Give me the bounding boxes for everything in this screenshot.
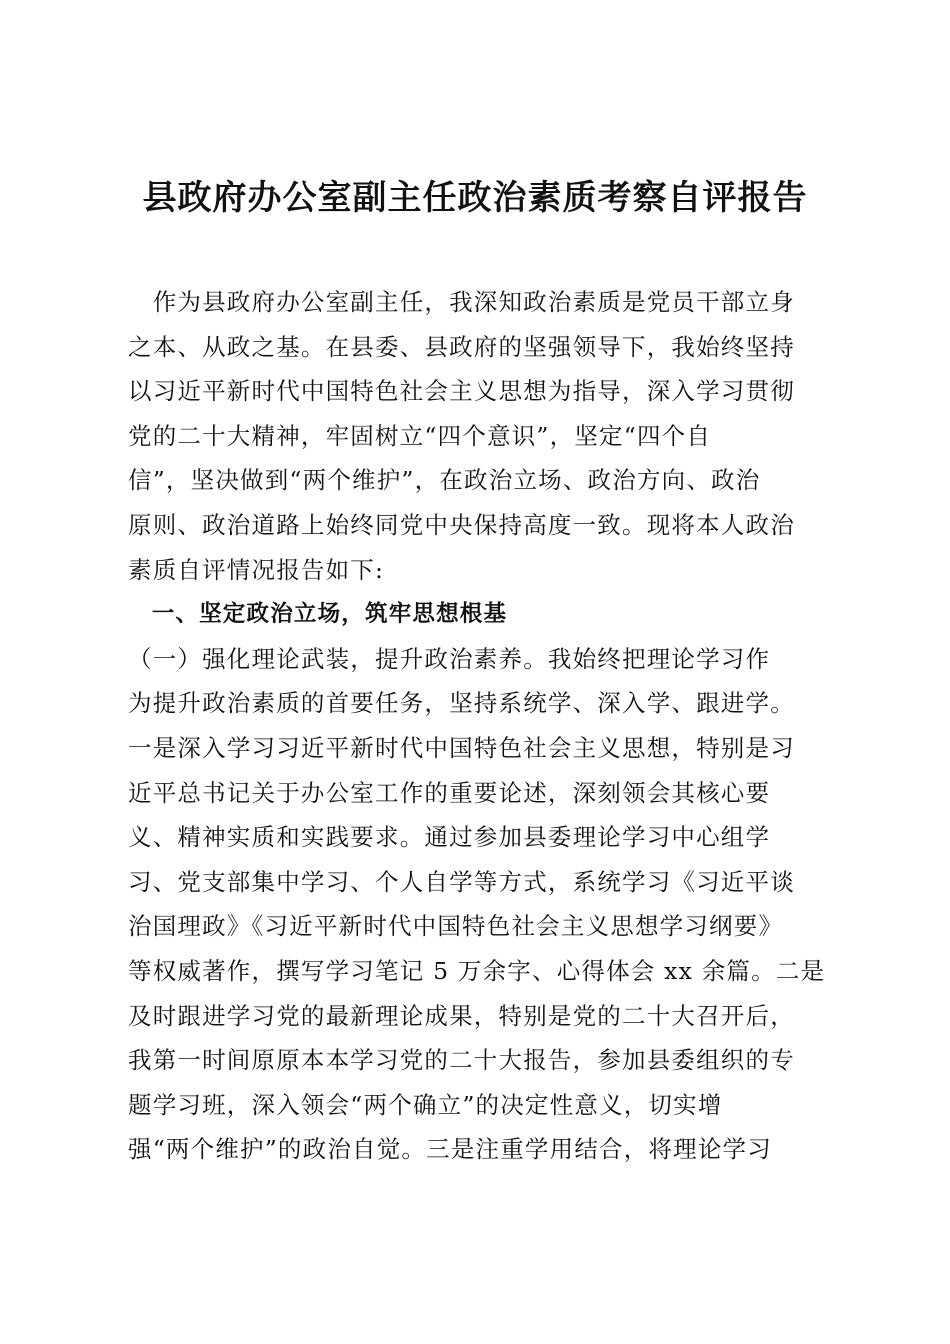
text-line: 为提升政治素质的首要任务，坚持系统学、深入学、跟进学。	[128, 689, 795, 718]
text-line: 作为县政府办公室副主任，我深知政治素质是党员干部立身	[128, 288, 795, 316]
text-line: 以习近平新时代中国特色社会主义思想为指导，深入学习贯彻	[128, 377, 795, 406]
text-line: （一）强化理论武装，提升政治素养。我始终把理论学习作	[128, 644, 771, 673]
text-line: 党的二十大精神，牢固树立“四个意识”，坚定“四个自	[128, 421, 712, 450]
text-line: 等权威著作，撰写学习笔记 5 万余字、心得体会 xx 余篇。二是	[128, 956, 826, 985]
text-line: 义、精神实质和实践要求。通过参加县委理论学习中心组学	[128, 823, 771, 852]
text-line: 一是深入学习习近平新时代中国特色社会主义思想，特别是习	[128, 733, 795, 762]
document-title: 县政府办公室副主任政治素质考察自评报告	[142, 178, 808, 218]
text-line: 近平总书记关于办公室工作的重要论述，深刻领会其核心要	[128, 778, 771, 807]
section-heading: 一、坚定政治立场，筑牢思想根基	[128, 601, 508, 628]
text-line: 强“两个维护”的政治自觉。三是注重学用结合，将理论学习	[128, 1135, 772, 1164]
text-line: 题学习班，深入领会“两个确立”的决定性意义，切实增	[128, 1090, 723, 1119]
document-body	[128, 280, 828, 1172]
text-line: 原则、政治道路上始终同党中央保持高度一致。现将本人政治	[128, 510, 795, 539]
text-line: 及时跟进学习党的最新理论成果，特别是党的二十大召开后，	[128, 1001, 795, 1030]
text-line: 素质自评情况报告如下:	[128, 555, 385, 584]
text-line: 之本、从政之基。在县委、县政府的坚强领导下，我始终坚持	[128, 332, 795, 361]
text-line: 习、党支部集中学习、个人自学等方式，系统学习《习近平谈	[128, 867, 795, 896]
text-line: 治国理政》《习近平新时代中国特色社会主义思想学习纲要》	[128, 912, 784, 941]
text-line: 我第一时间原原本本学习党的二十大报告，参加县委组织的专	[128, 1046, 795, 1075]
text-line: 信”，坚决做到“两个维护”，在政治立场、政治方向、政治	[128, 466, 761, 495]
